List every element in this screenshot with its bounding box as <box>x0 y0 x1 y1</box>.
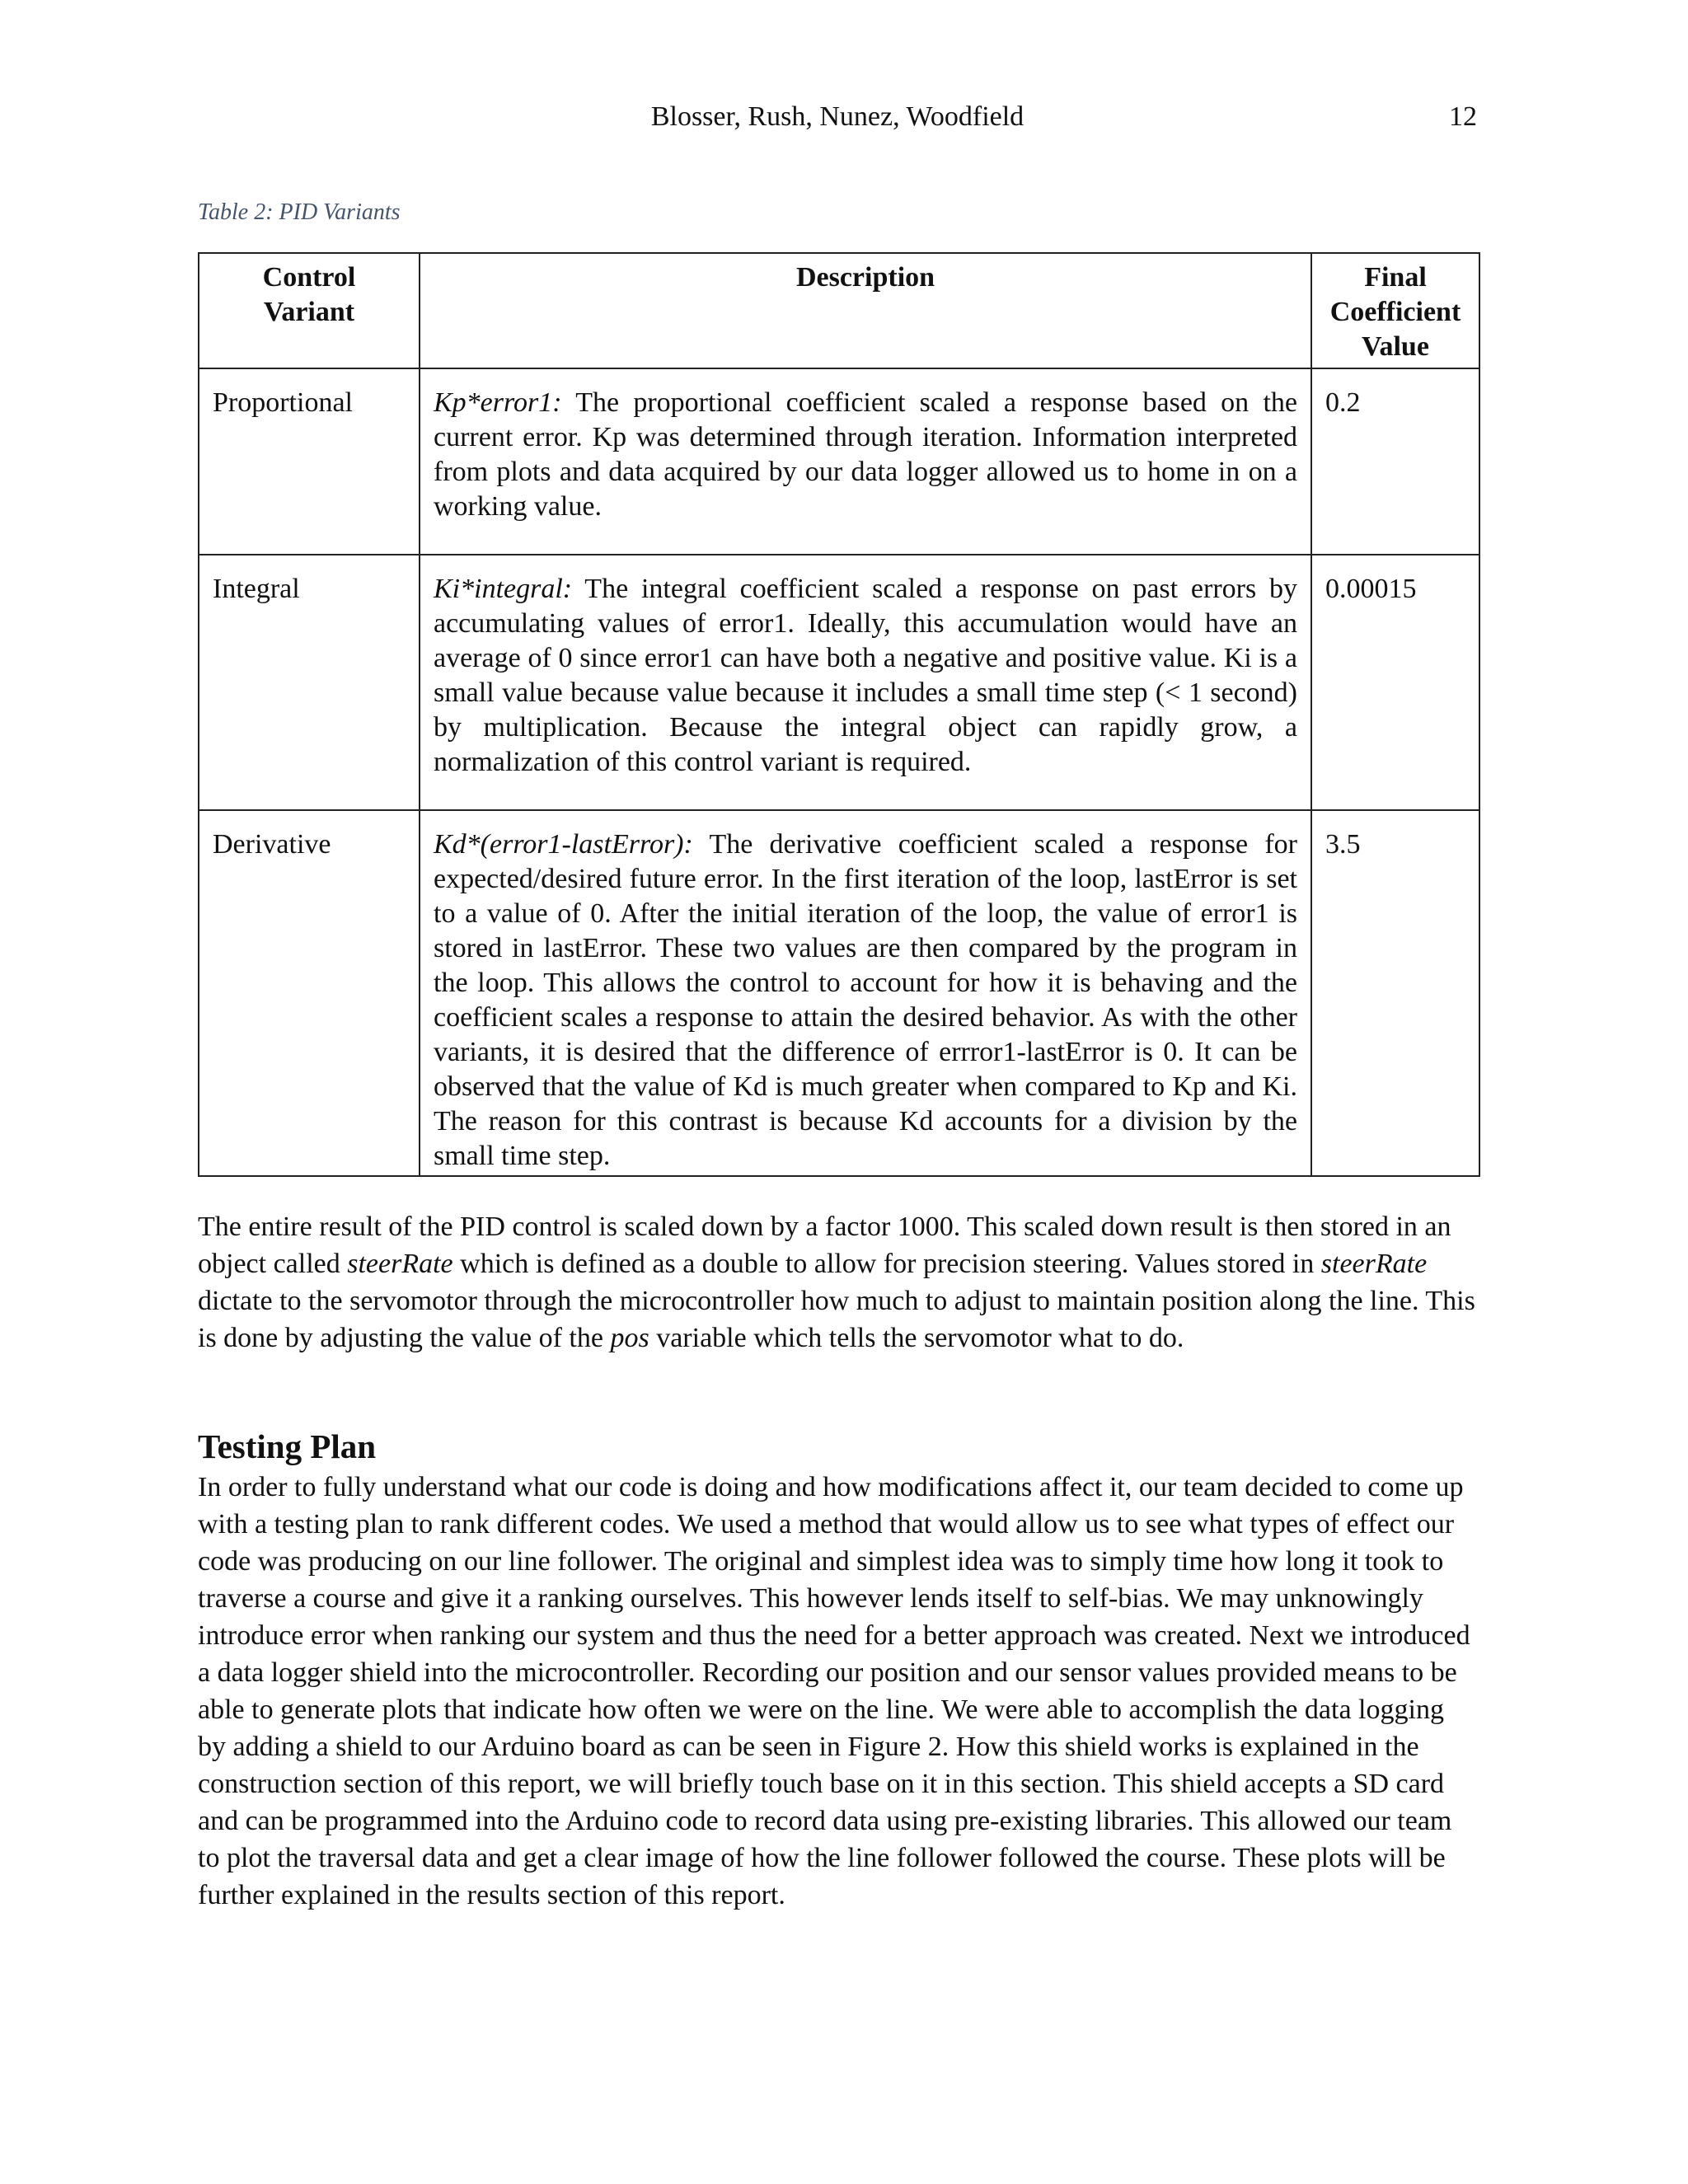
table-header-row <box>199 253 1479 368</box>
column-header-text: Control <box>262 262 356 293</box>
italic-variable: steerRate <box>1320 1249 1428 1279</box>
pid-variants-table <box>198 252 1480 1177</box>
testing-plan-paragraph: In order to fully understand what our code is doing and how modifications affect it, our team decided to come up with a testing plan to rank different codes. We used a method that would allow us to see what types of effect our code was producing on our line follower. The original and simplest idea was to simply time how long it took to traverse a course and give it a ranking ourselves. This however lends itself to self-bias. We may unknowingly introduce error when ranking our system and thus the need for a better approach was created. Next we introduced a data logger shield into the microcontroller. Recording our position and our sensor values provided means to be able to generate plots that indicate how often we were on the line. We were able to accomplish the data logging by adding a shield to our Arduino board as can be seen in Figure 2. How this shield works is explained in the construction section of this report, we will briefly touch base on it in this section. This shield accepts a SD card and can be programmed into the Arduino code to record data using pre-existing libraries. This allowed our team to plot the traversal data and get a clear image of how the line follower followed the course. These plots will be further explained in the results section of this report. <box>198 1472 1470 1910</box>
column-header-control-variant <box>199 253 420 368</box>
column-header-final-coefficient <box>1311 253 1479 368</box>
column-header-text: Variant <box>263 297 355 327</box>
column-header-text: Coefficient <box>1329 297 1461 327</box>
variant-cell: Integral <box>199 555 420 810</box>
paragraph-text: dictate to the servomotor through the microcontroller how much to adjust to maintain position along the line. This is done by adjusting the value of the <box>198 1286 1475 1353</box>
description-text: The integral coefficient scaled a response on past errors by accumulating values of error1. Ideally, this accumulation would have an average of 0 since error1 can have both a negative and positive value. Ki is a small value because value because it includes a small time step (< 1 second) by multiplication. Because the integral object can rapidly grow, a normalization of this control variant is required. <box>434 574 1297 777</box>
paragraph-text: which is defined as a double to allow for precision steering. Values stored in <box>452 1249 1321 1279</box>
variant-cell: Derivative <box>199 810 420 1176</box>
description-text: The derivative coefficient scaled a response for expected/desired future error. In the first iteration of the loop, lastError is set to a value of 0. After the initial iteration of the loop, the value of error1 is stored in lastError. These two values are then compared by the program in the loop. This allows the control to account for how it is behaving and the coefficient scales a response to attain the desired behavior. As with the other variants, it is desired that the difference of errror1-lastError is 0. It can be observed that the value of Kd is much greater when compared to Kp and Ki. The reason for this contrast is because Kd accounts for a division by the small time step. <box>434 829 1297 1171</box>
column-header-text: Final <box>1364 262 1427 293</box>
description-cell <box>420 810 1311 1176</box>
header-authors: Blosser, Rush, Nunez, Woodfield <box>650 101 1025 132</box>
testing-plan-heading: Testing Plan <box>198 1427 377 1465</box>
table-caption: Table 2: PID Variants <box>198 199 401 225</box>
column-header-text: Description <box>795 262 935 293</box>
italic-variable: steerRate <box>347 1249 453 1279</box>
coefficient-value-cell: 0.00015 <box>1311 555 1479 810</box>
running-header <box>198 97 1477 137</box>
pid-result-paragraph <box>198 1208 1479 1357</box>
table-row-derivative <box>199 810 1479 1176</box>
formula-term: Ki*integral: <box>434 574 573 604</box>
table-row-proportional <box>199 368 1479 555</box>
description-text: The proportional coefficient scaled a response based on the current error. Kp was determined through iteration. Information interpreted from plots and data acquired by our data logger allowed us to home in on a working value. <box>434 387 1297 522</box>
page-number: 12 <box>1449 101 1477 132</box>
formula-term: Kp*error1: <box>434 387 562 418</box>
table-row-integral <box>199 555 1479 810</box>
column-header-description <box>420 253 1311 368</box>
italic-variable: pos <box>610 1323 649 1353</box>
coefficient-value-cell: 0.2 <box>1311 368 1479 555</box>
coefficient-value-cell: 3.5 <box>1311 810 1479 1176</box>
description-cell <box>420 555 1311 810</box>
paragraph-text: variable which tells the servomotor what to do. <box>649 1323 1184 1353</box>
description-cell <box>420 368 1311 555</box>
variant-cell: Proportional <box>199 368 420 555</box>
paragraph-text: The entire result of the PID control is scaled down by a factor 1000. This scaled down result is then stored in an object called <box>198 1212 1451 1279</box>
formula-term: Kd*(error1-lastError): <box>434 829 693 860</box>
column-header-text: Value <box>1362 331 1429 362</box>
